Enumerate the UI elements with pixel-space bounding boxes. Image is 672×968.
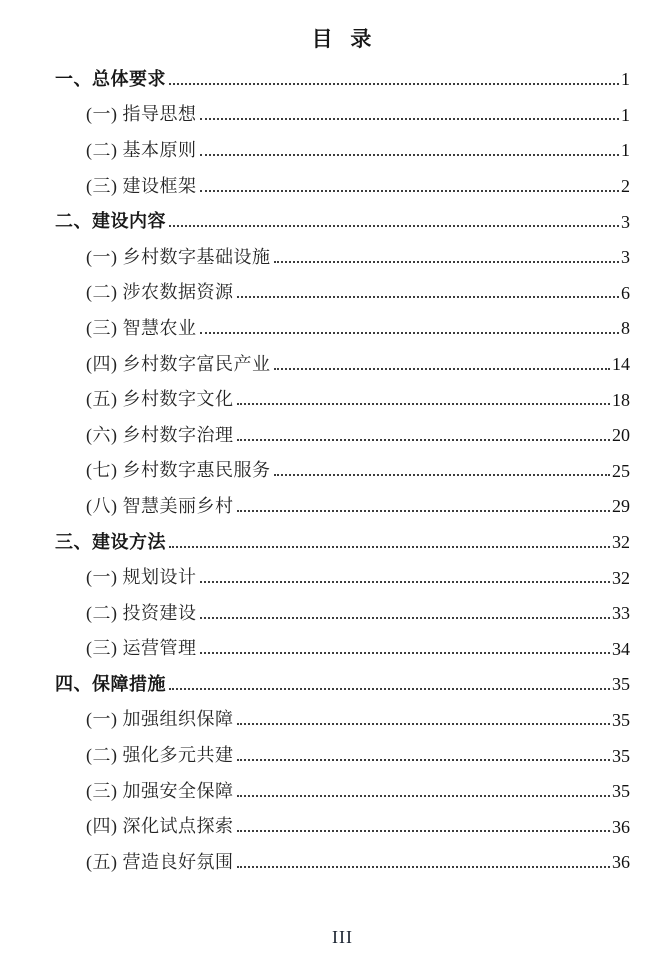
page-title: 目 录 bbox=[311, 28, 374, 51]
dot-leader bbox=[169, 83, 619, 85]
dot-leader bbox=[237, 723, 611, 725]
toc-entry-page: 8 bbox=[621, 318, 630, 339]
toc-entry[interactable] bbox=[55, 416, 630, 452]
toc-entry-page: 35 bbox=[612, 781, 630, 802]
toc-entry-label: (一) 规划设计 bbox=[86, 567, 197, 588]
toc-entry[interactable] bbox=[55, 630, 630, 666]
toc-entry-page: 35 bbox=[612, 745, 630, 766]
toc-entry-label: (二) 基本原则 bbox=[86, 139, 197, 160]
toc-entry[interactable] bbox=[55, 309, 630, 345]
toc-entry-page: 34 bbox=[612, 638, 630, 659]
dot-leader bbox=[200, 190, 620, 192]
toc-entry-page: 32 bbox=[612, 567, 630, 588]
dot-leader bbox=[237, 866, 611, 868]
dot-leader bbox=[274, 261, 620, 263]
toc-entry[interactable] bbox=[55, 452, 630, 488]
dot-leader bbox=[237, 439, 611, 441]
toc-entry-label: (二) 涉农数据资源 bbox=[86, 282, 234, 303]
toc-entry[interactable] bbox=[55, 167, 630, 203]
toc-entry[interactable] bbox=[55, 843, 630, 879]
toc-entry[interactable] bbox=[55, 345, 630, 381]
toc-entry[interactable] bbox=[55, 523, 630, 559]
toc-entry[interactable] bbox=[55, 701, 630, 737]
toc-entry-page: 1 bbox=[621, 104, 630, 125]
toc-entry-label: (三) 建设框架 bbox=[86, 175, 197, 196]
toc-entry-label: (三) 加强安全保障 bbox=[86, 780, 234, 801]
dot-leader bbox=[200, 154, 620, 156]
toc-entry[interactable] bbox=[55, 96, 630, 132]
toc-entry-page: 33 bbox=[612, 603, 630, 624]
toc-entry-label: (五) 乡村数字文化 bbox=[86, 389, 234, 410]
toc-entry-page: 3 bbox=[621, 247, 630, 268]
toc-entry[interactable] bbox=[55, 60, 630, 96]
toc-entry-page: 18 bbox=[612, 389, 630, 410]
dot-leader bbox=[200, 652, 611, 654]
toc-entry-label: 一、总体要求 bbox=[55, 68, 166, 89]
toc-entry[interactable] bbox=[55, 736, 630, 772]
dot-leader bbox=[274, 368, 611, 370]
toc-entry-page: 3 bbox=[621, 211, 630, 232]
toc-entry-label: (五) 营造良好氛围 bbox=[86, 851, 234, 872]
dot-leader bbox=[200, 617, 611, 619]
toc-entry-label: 三、建设方法 bbox=[55, 531, 166, 552]
toc-entry-page: 6 bbox=[621, 282, 630, 303]
toc-entry[interactable] bbox=[55, 487, 630, 523]
toc-entry[interactable] bbox=[55, 274, 630, 310]
toc-entry-page: 1 bbox=[621, 140, 630, 161]
dot-leader bbox=[237, 510, 611, 512]
dot-leader bbox=[200, 332, 620, 334]
page-number-footer: III bbox=[332, 927, 353, 947]
toc-entry[interactable] bbox=[55, 772, 630, 808]
toc-entry-label: (二) 强化多元共建 bbox=[86, 745, 234, 766]
toc-entry-label: (一) 加强组织保障 bbox=[86, 709, 234, 730]
table-of-contents bbox=[55, 60, 630, 879]
toc-entry[interactable] bbox=[55, 807, 630, 843]
dot-leader bbox=[237, 795, 611, 797]
toc-entry-label: (一) 指导思想 bbox=[86, 104, 197, 125]
toc-entry-page: 1 bbox=[621, 69, 630, 90]
dot-leader bbox=[237, 830, 611, 832]
toc-entry[interactable] bbox=[55, 238, 630, 274]
dot-leader bbox=[169, 546, 610, 548]
toc-entry-label: (六) 乡村数字治理 bbox=[86, 424, 234, 445]
toc-entry-page: 36 bbox=[612, 816, 630, 837]
toc-entry[interactable] bbox=[55, 665, 630, 701]
dot-leader bbox=[200, 581, 611, 583]
dot-leader bbox=[237, 759, 611, 761]
toc-entry-page: 32 bbox=[612, 532, 630, 553]
toc-entry-label: (三) 智慧农业 bbox=[86, 317, 197, 338]
toc-entry[interactable] bbox=[55, 558, 630, 594]
toc-entry-page: 20 bbox=[612, 425, 630, 446]
toc-entry-label: 四、保障措施 bbox=[55, 673, 166, 694]
toc-entry-page: 14 bbox=[612, 354, 630, 375]
toc-entry[interactable] bbox=[55, 131, 630, 167]
toc-entry-page: 29 bbox=[612, 496, 630, 517]
toc-entry-page: 35 bbox=[612, 674, 630, 695]
toc-entry[interactable] bbox=[55, 594, 630, 630]
dot-leader bbox=[237, 296, 620, 298]
toc-entry-label: (一) 乡村数字基础设施 bbox=[86, 246, 271, 267]
toc-entry-label: (二) 投资建设 bbox=[86, 602, 197, 623]
dot-leader bbox=[200, 118, 620, 120]
dot-leader bbox=[169, 225, 619, 227]
toc-entry-page: 25 bbox=[612, 460, 630, 481]
toc-entry[interactable] bbox=[55, 202, 630, 238]
toc-entry-label: (七) 乡村数字惠民服务 bbox=[86, 460, 271, 481]
toc-entry-label: (四) 深化试点探索 bbox=[86, 816, 234, 837]
toc-entry-label: (四) 乡村数字富民产业 bbox=[86, 353, 271, 374]
dot-leader bbox=[169, 688, 610, 690]
toc-entry-page: 36 bbox=[612, 852, 630, 873]
toc-entry[interactable] bbox=[55, 380, 630, 416]
toc-entry-page: 2 bbox=[621, 176, 630, 197]
dot-leader bbox=[274, 474, 611, 476]
toc-entry-label: (八) 智慧美丽乡村 bbox=[86, 495, 234, 516]
dot-leader bbox=[237, 403, 611, 405]
toc-entry-label: (三) 运营管理 bbox=[86, 638, 197, 659]
toc-entry-label: 二、建设内容 bbox=[55, 211, 166, 232]
toc-entry-page: 35 bbox=[612, 709, 630, 730]
